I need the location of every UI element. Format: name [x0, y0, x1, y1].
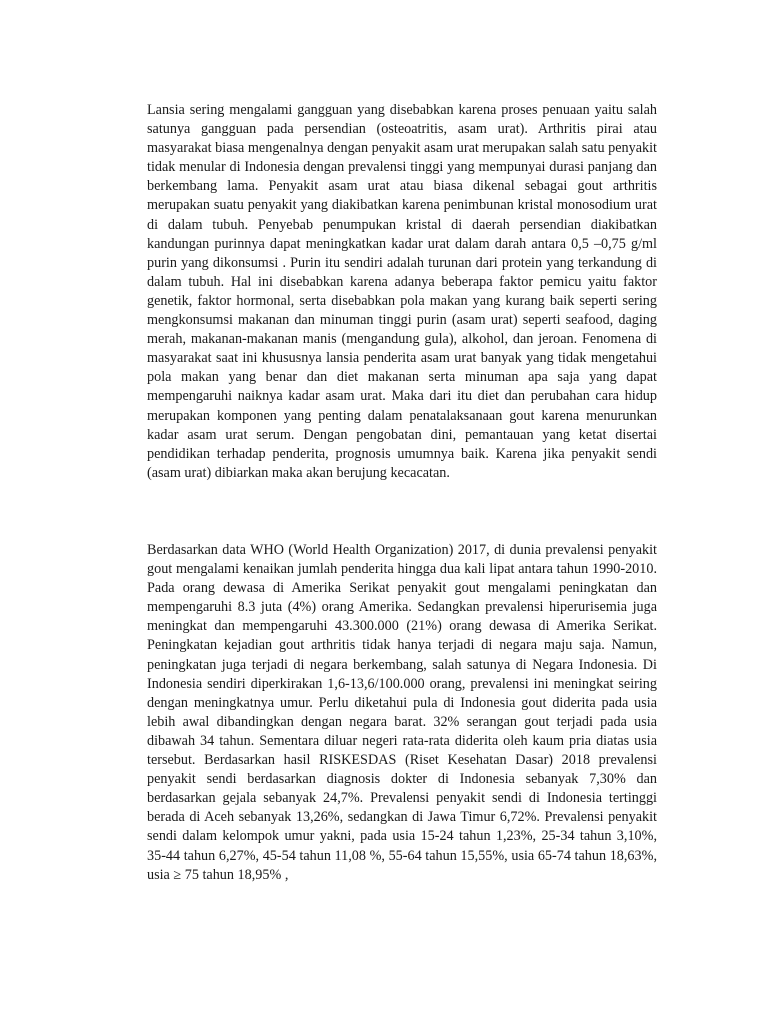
body-paragraph-2: Berdasarkan data WHO (World Health Organization) 2017, di dunia prevalensi penyakit gout mengalami kenaikan jumlah penderita hingga dua kali lipat antara tahun 1990-2010. Pada orang dewasa di Amerika Serikat penyakit gout mengalami peningkatan dan mempengaruhi 8.3 juta (4%) orang Amerika. Sedangkan prevalensi hiperurisemia juga meningkat dan mempengaruhi 43.300.000 (21%) orang dewasa di Amerika Serikat. Peningkatan kejadian gout arthritis tidak hanya terjadi di negara maju saja. Namun, peningkatan juga terjadi di negara berkembang, salah satunya di Negara Indonesia. Di Indonesia sendiri diperkirakan 1,6-13,6/100.000 orang, prevalensi ini meningkat seiring dengan meningkatnya umur. Perlu diketahui pula di Indonesia gout diderita pada usia lebih awal dibandingkan dengan negara barat. 32% serangan gout terjadi pada usia dibawah 34 tahun. Sementara diluar negeri rata-rata diderita oleh kaum pria diatas usia tersebut. Berdasarkan hasil RISKESDAS (Riset Kesehatan Dasar) 2018 prevalensi penyakit sendi berdasarkan diagnosis dokter di Indonesia sebanyak 7,30% dan berdasarkan gejala sebanyak 24,7%. Prevalensi penyakit sendi di Indonesia tertinggi berada di Aceh sebanyak 13,26%, sedangkan di Jawa Timur 6,72%. Prevalensi penyakit sendi dalam kelompok umur yakni, pada usia 15-24 tahun 1,23%, 25-34 tahun 3,10%, 35-44 tahun 6,27%, 45-54 tahun 11,08 %, 55-64 tahun 15,55%, usia 65-74 tahun 18,63%, usia ≥ 75 tahun 18,95% , [147, 542, 657, 883]
body-paragraph-1: Lansia sering mengalami gangguan yang disebabkan karena proses penuaan yaitu salah satunya gangguan pada persendian (osteoatritis, asam urat). Arthritis pirai atau masyarakat biasa mengenalnya dengan penyakit asam urat merupakan salah satu penyakit tidak menular di Indonesia dengan prevalensi tinggi yang mempunyai durasi panjang dan berkembang lama. Penyakit asam urat atau biasa dikenal sebagai gout arthritis merupakan suatu penyakit yang diakibatkan karena penimbunan kristal monosodium urat di dalam tubuh. Penyebab penumpukan kristal di daerah persendian diakibatkan kandungan purinnya dapat meningkatkan kadar urat dalam darah antara 0,5 –0,75 g/ml purin yang dikonsumsi . Purin itu sendiri adalah turunan dari protein yang terkandung di dalam tubuh. Hal ini disebabkan karena adanya beberapa faktor pemicu yaitu faktor genetik, faktor hormonal, serta disebabkan pola makan yang kurang baik seperti sering mengkonsumsi makanan dan minuman tinggi purin (asam urat) seperti seafood, daging merah, makanan-makanan manis (mengandung gula), alkohol, dan jeroan. Fenomena di masyarakat saat ini khususnya lansia penderita asam urat banyak yang tidak mengetahui pola makan yang benar dan diet makanan serta minuman apa saja yang dapat mempengaruhi naiknya kadar asam urat. Maka dari itu diet dan perubahan cara hidup merupakan komponen yang penting dalam penatalaksanaan gout karena menurunkan kadar asam urat serum. Dengan pengobatan dini, pemantauan yang ketat disertai pendidikan terhadap penderita, prognosis umumnya baik. Karena jika penyakit sendi (asam urat) dibiarkan maka akan berujung kecacatan. [147, 102, 657, 481]
